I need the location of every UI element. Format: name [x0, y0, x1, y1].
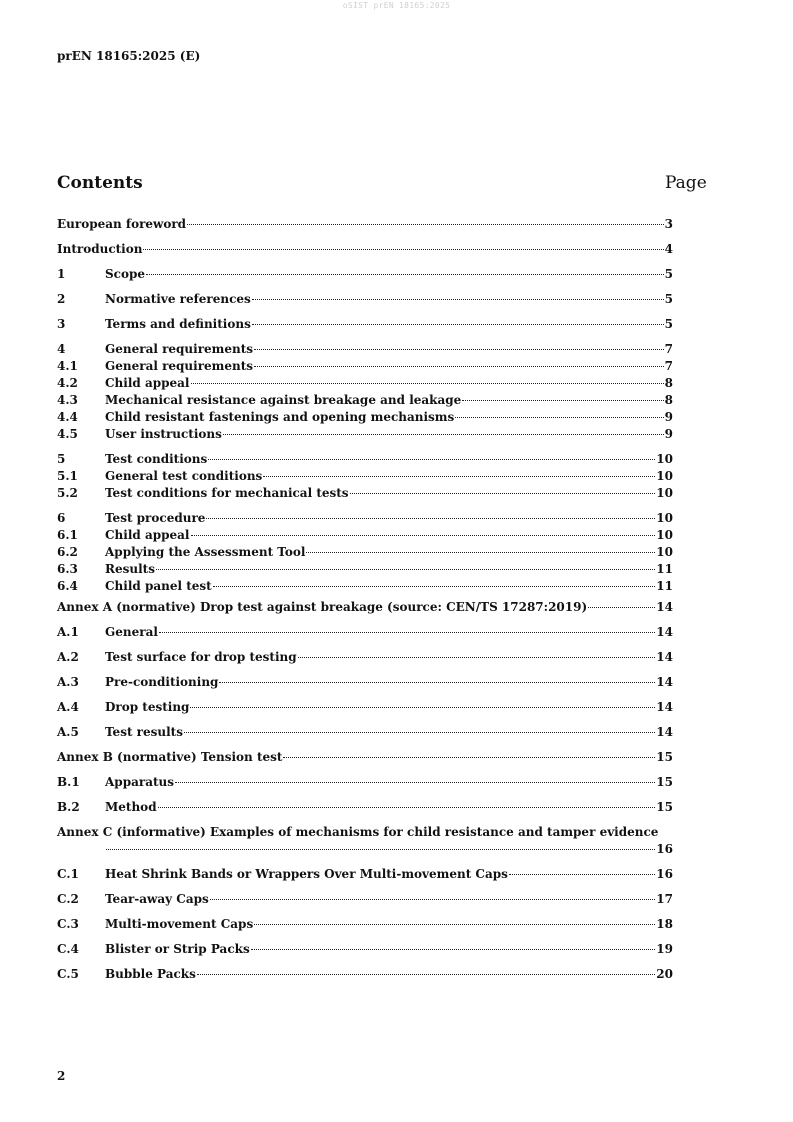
toc-entry-number: 5.2	[57, 486, 78, 500]
toc-entry[interactable]	[57, 699, 673, 716]
toc-entry[interactable]	[57, 966, 673, 983]
toc-entry-number: 4.2	[57, 376, 78, 390]
toc-entry[interactable]	[57, 510, 673, 527]
toc-leader-dots	[306, 552, 655, 553]
table-of-contents	[57, 216, 673, 983]
toc-entry-number: 4.1	[57, 359, 78, 373]
toc-leader-dots	[588, 607, 655, 608]
toc-entry-page: 14	[656, 600, 673, 614]
toc-entry-title: General requirements	[105, 359, 254, 373]
toc-entry-page: 20	[656, 967, 673, 981]
toc-entry-page: 11	[656, 562, 673, 576]
toc-entry-page: 10	[656, 545, 673, 559]
toc-leader-dots	[298, 657, 656, 658]
toc-entry-page: 14	[656, 625, 673, 639]
toc-leader-dots	[158, 807, 656, 808]
toc-entry-number: C.5	[57, 967, 79, 981]
toc-entry-page: 7	[664, 342, 673, 356]
toc-entry[interactable]	[57, 241, 673, 258]
page-column-heading: Page	[665, 173, 707, 193]
toc-leader-dots	[190, 707, 655, 708]
toc-entry-number: 5	[57, 452, 66, 466]
toc-entry-title: Scope	[105, 267, 146, 281]
toc-entry-number: B.2	[57, 800, 80, 814]
toc-entry-number: 6.2	[57, 545, 78, 559]
toc-entry-page: 5	[664, 292, 673, 306]
toc-leader-dots	[254, 349, 664, 350]
toc-leader-dots	[208, 459, 655, 460]
toc-leader-dots	[283, 757, 655, 758]
toc-entry-number: A.1	[57, 625, 79, 639]
toc-entry-page: 5	[664, 267, 673, 281]
toc-entry-number: 4.5	[57, 427, 78, 441]
toc-leader-dots	[223, 434, 664, 435]
toc-entry-title: Child resistant fastenings and opening mechanisms	[105, 410, 455, 424]
toc-entry[interactable]	[57, 485, 673, 502]
toc-leader-dots	[191, 535, 656, 536]
toc-entry[interactable]	[57, 216, 673, 233]
toc-entry[interactable]	[57, 578, 673, 595]
toc-entry-page: 15	[656, 750, 673, 764]
toc-entry-title: Bubble Packs	[105, 967, 196, 981]
toc-entry-page: 10	[656, 469, 673, 483]
toc-entry-number: B.1	[57, 775, 80, 789]
toc-entry-page: 14	[656, 650, 673, 664]
toc-leader-dots	[210, 899, 656, 900]
toc-entry-title: Heat Shrink Bands or Wrappers Over Multi-movement Caps	[105, 867, 508, 881]
toc-leader-dots	[251, 949, 656, 950]
toc-entry-number: 2	[57, 292, 66, 306]
toc-entry-title: Multi-movement Caps	[105, 917, 254, 931]
toc-entry-page: 14	[656, 725, 673, 739]
toc-entry[interactable]	[57, 291, 673, 308]
toc-leader-dots	[509, 874, 655, 875]
toc-entry[interactable]	[57, 358, 673, 375]
toc-leader-dots	[350, 493, 656, 494]
toc-entry-title: Child appeal	[105, 376, 190, 390]
toc-entry-title: Blister or Strip Packs	[105, 942, 250, 956]
toc-entry-title: Child appeal	[105, 528, 190, 542]
toc-entry-title: Annex B (normative) Tension test	[57, 750, 283, 764]
toc-entry-page: 8	[664, 376, 673, 390]
toc-entry-title: User instructions	[105, 427, 222, 441]
toc-entry-annex[interactable]	[57, 824, 673, 858]
toc-entry-number: 6.1	[57, 528, 78, 542]
toc-entry[interactable]	[57, 916, 673, 933]
toc-entry-number: 1	[57, 267, 66, 281]
toc-entry-title: Applying the Assessment Tool	[105, 545, 306, 559]
toc-entry[interactable]	[57, 426, 673, 443]
toc-entry-title: Mechanical resistance against breakage and leakage	[105, 393, 462, 407]
toc-entry-title: Pre-conditioning	[105, 675, 219, 689]
toc-entry-page: 3	[664, 217, 673, 231]
toc-leader-dots	[184, 732, 655, 733]
toc-entry-number: C.4	[57, 942, 79, 956]
toc-entry-title: Introduction	[57, 242, 143, 256]
toc-entry-title: Apparatus	[105, 775, 174, 789]
toc-entry-page: 15	[656, 775, 673, 789]
toc-entry-page: 10	[656, 528, 673, 542]
toc-entry-title: General requirements	[105, 342, 254, 356]
document-id: prEN 18165:2025 (E)	[57, 49, 201, 63]
toc-entry[interactable]	[57, 866, 673, 883]
toc-leader-dots	[175, 782, 655, 783]
toc-entry-number: A.5	[57, 725, 79, 739]
toc-entry-page: 14	[656, 700, 673, 714]
toc-leader-dots	[254, 924, 655, 925]
toc-entry-number: A.2	[57, 650, 79, 664]
toc-entry-number: A.4	[57, 700, 79, 714]
toc-entry[interactable]	[57, 649, 673, 666]
toc-leader-dots	[146, 274, 664, 275]
toc-entry-title: Test conditions	[105, 452, 208, 466]
toc-entry-title: European foreword	[57, 217, 187, 231]
toc-entry-page: 16	[656, 867, 673, 881]
toc-leader-dots	[159, 632, 655, 633]
toc-entry-number: 6	[57, 511, 66, 525]
toc-leader-dots	[187, 224, 664, 225]
toc-entry[interactable]	[57, 724, 673, 741]
toc-entry-title: Annex A (normative) Drop test against breakage (source: CEN/TS 17287:2019)	[57, 600, 588, 614]
toc-entry-page: 5	[664, 317, 673, 331]
toc-entry-number: 6.3	[57, 562, 78, 576]
page-number: 2	[57, 1069, 66, 1083]
toc-entry-title: General test conditions	[105, 469, 263, 483]
toc-leader-dots	[263, 476, 655, 477]
toc-entry-annex[interactable]	[57, 749, 673, 766]
toc-entry-continuation	[57, 841, 673, 858]
toc-entry-page: 19	[656, 942, 673, 956]
toc-entry[interactable]	[57, 468, 673, 485]
toc-entry[interactable]	[57, 266, 673, 283]
toc-entry-page: 9	[664, 427, 673, 441]
toc-entry[interactable]	[57, 891, 673, 908]
toc-leader-dots	[156, 569, 655, 570]
toc-entry-title: Normative references	[105, 292, 251, 306]
toc-entry-title: Terms and definitions	[105, 317, 251, 331]
toc-entry-title: Test results	[105, 725, 183, 739]
toc-leader-dots	[219, 682, 655, 683]
toc-entry-number: 4	[57, 342, 66, 356]
toc-entry-page: 7	[664, 359, 673, 373]
toc-entry[interactable]	[57, 544, 673, 561]
toc-entry[interactable]	[57, 561, 673, 578]
toc-entry-title: Test surface for drop testing	[105, 650, 297, 664]
toc-leader-dots	[252, 299, 664, 300]
toc-entry[interactable]	[57, 674, 673, 691]
toc-entry[interactable]	[57, 624, 673, 641]
toc-entry-number: 5.1	[57, 469, 78, 483]
toc-leader-dots	[197, 974, 655, 975]
toc-entry-number: C.2	[57, 892, 79, 906]
toc-entry[interactable]	[57, 375, 673, 392]
toc-entry-title: Tear-away Caps	[105, 892, 209, 906]
toc-entry[interactable]	[57, 392, 673, 409]
toc-leader-dots	[455, 417, 663, 418]
toc-entry-page: 9	[664, 410, 673, 424]
toc-entry-page: 17	[656, 892, 673, 906]
toc-leader-dots	[191, 383, 664, 384]
toc-entry-page: 11	[656, 579, 673, 593]
toc-entry-page: 10	[656, 452, 673, 466]
toc-entry[interactable]	[57, 409, 673, 426]
toc-entry-title: Child panel test	[105, 579, 212, 593]
toc-entry[interactable]	[57, 799, 673, 816]
toc-entry-number: 4.4	[57, 410, 78, 424]
toc-entry-title: Drop testing	[105, 700, 190, 714]
toc-entry-number: C.1	[57, 867, 79, 881]
contents-title: Contents	[57, 173, 143, 193]
toc-leader-dots	[254, 366, 664, 367]
toc-entry-page: 18	[656, 917, 673, 931]
toc-entry-page: 4	[664, 242, 673, 256]
toc-entry-title: Method	[105, 800, 157, 814]
toc-entry-page: 10	[656, 511, 673, 525]
toc-entry-number: 4.3	[57, 393, 78, 407]
toc-entry-title: Annex C (informative) Examples of mechanisms for child resistance and tamper evidence	[57, 825, 659, 839]
toc-leader-dots	[462, 400, 663, 401]
toc-entry-page: 14	[656, 675, 673, 689]
watermark: oSIST prEN 18165:2025	[342, 1, 451, 10]
toc-entry-title: Test conditions for mechanical tests	[105, 486, 349, 500]
toc-entry[interactable]	[57, 941, 673, 958]
toc-entry-number: A.3	[57, 675, 79, 689]
toc-entry[interactable]	[57, 527, 673, 544]
toc-leader-dots	[143, 249, 663, 250]
toc-entry-page: 15	[656, 800, 673, 814]
toc-leader-dots	[252, 324, 664, 325]
toc-entry-page: 8	[664, 393, 673, 407]
toc-entry-number: 6.4	[57, 579, 78, 593]
toc-entry-page: 16	[656, 842, 673, 856]
toc-entry-number: 3	[57, 317, 66, 331]
toc-entry[interactable]	[57, 774, 673, 791]
toc-entry-annex[interactable]	[57, 599, 673, 616]
toc-leader-dots	[206, 518, 655, 519]
toc-entry[interactable]	[57, 341, 673, 358]
toc-entry-title: Results	[105, 562, 155, 576]
toc-entry-title: Test procedure	[105, 511, 206, 525]
toc-entry[interactable]	[57, 451, 673, 468]
toc-leader-dots	[213, 586, 656, 587]
toc-entry[interactable]	[57, 316, 673, 333]
toc-entry-page: 10	[656, 486, 673, 500]
toc-entry-title: General	[105, 625, 158, 639]
toc-entry-number: C.3	[57, 917, 79, 931]
toc-leader-dots	[106, 849, 655, 850]
